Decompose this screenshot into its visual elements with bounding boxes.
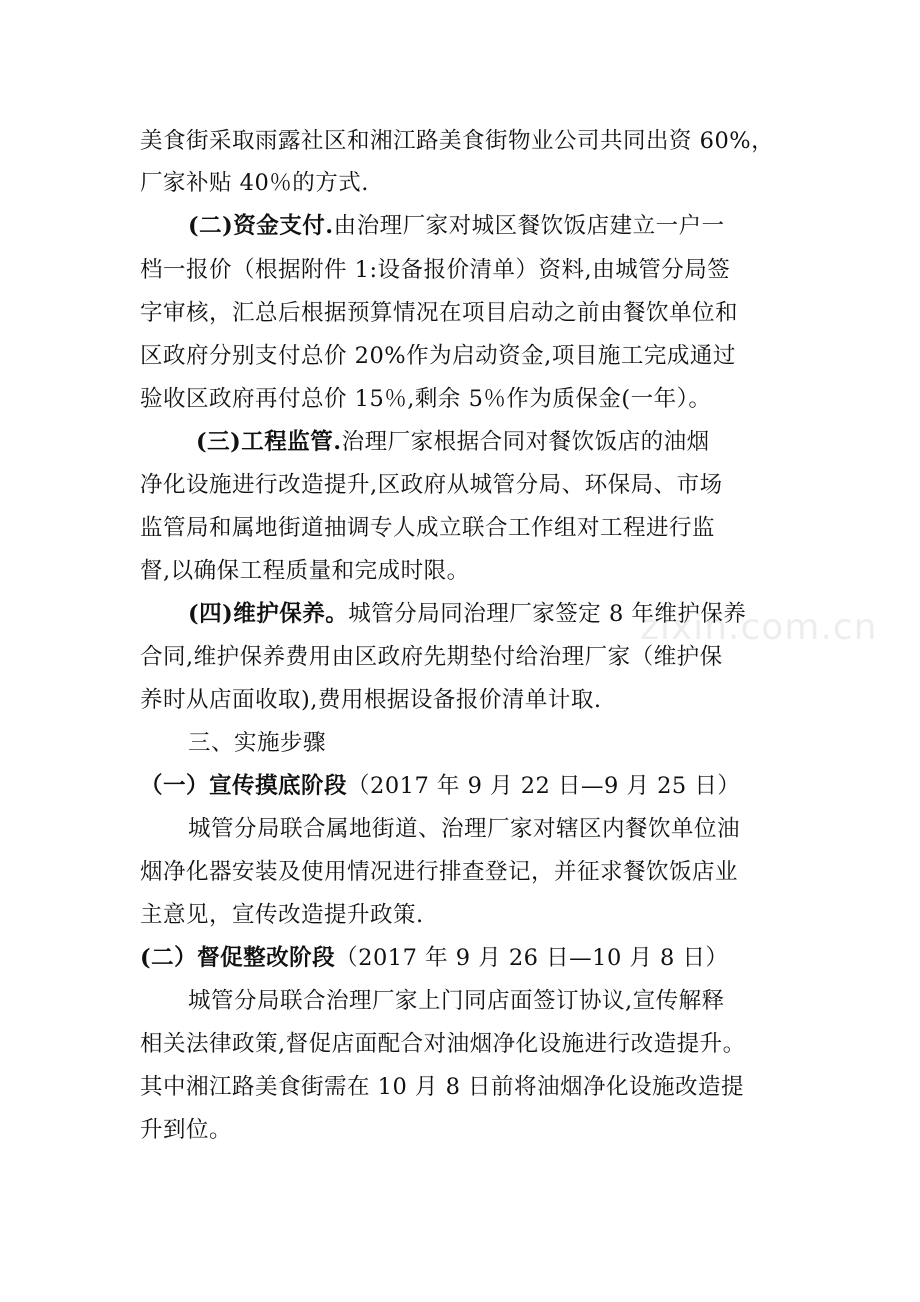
chapter-heading: 三、实施步骤 — [188, 730, 327, 756]
section-line — [188, 204, 725, 248]
text-span: 由治理厂家对城区餐饮饭店建立一户一 — [333, 213, 725, 239]
text-line: 档一报价（根据附件 1:设备报价清单）资料,由城管分局签 — [140, 257, 731, 283]
text-span: 治理厂家根据合同对餐饮饭店的油烟 — [341, 429, 710, 455]
section-heading: (四)维护保养。 — [188, 601, 349, 627]
section-line — [140, 764, 740, 808]
text-line: 厂家补贴 40％的方式. — [140, 170, 369, 196]
text-line: 督,以确保工程质量和完成时限。 — [140, 558, 470, 584]
text-line: 美食街采取雨露社区和湘江路美食街物业公司共同出资 60%， — [140, 128, 775, 154]
text-span: 城管分局同治理厂家签定 8 年维护保养 — [348, 601, 747, 627]
text-line: 城管分局联合治理厂家上门同店面签订协议,宣传解释 — [188, 988, 725, 1014]
section-heading: (二)资金支付. — [188, 213, 334, 239]
text-line: 其中湘江路美食街需在 10 月 8 日前将油烟净化设施改造提 — [140, 1074, 745, 1100]
text-line: 主意见，宣传改造提升政策. — [140, 902, 424, 928]
text-line: 升到位。 — [140, 1117, 233, 1143]
section-line — [140, 936, 729, 980]
text-line: 养时从店面收取),费用根据设备报价清单计取. — [140, 687, 602, 713]
section-line — [196, 420, 710, 464]
section-heading: (三)工程监管. — [196, 429, 342, 455]
section-heading: （一）宣传摸底阶段 — [140, 773, 348, 799]
date-range: （2017 年 9 月 22 日—9 月 25 日） — [347, 773, 741, 799]
text-line: 合同,维护保养费用由区政府先期垫付给治理厂家（维护保 — [140, 644, 723, 670]
text-line: 相关法律政策,督促店面配合对油烟净化设施进行改造提升。 — [140, 1031, 746, 1057]
text-line: 区政府分别支付总价 20%作为启动资金,项目施工完成通过 — [140, 343, 736, 369]
section-heading: (二）督促整改阶段 — [140, 945, 336, 971]
text-line: 烟净化器安装及使用情况进行排查登记，并征求餐饮饭店业 — [140, 859, 739, 885]
text-line: 监管局和属地街道抽调专人成立联合工作组对工程进行监 — [140, 515, 716, 541]
text-line: 字审核，汇总后根据预算情况在项目启动之前由餐饮单位和 — [140, 300, 739, 326]
text-line: 城管分局联合属地街道、治理厂家对辖区内餐饮单位油 — [188, 816, 741, 842]
text-line: 验收区政府再付总价 15％,剩余 5％作为质保金(一年）。 — [140, 386, 712, 412]
watermark: zixin.com.cn — [640, 607, 878, 648]
text-line: 净化设施进行改造提升,区政府从城管分局、环保局、市场 — [140, 472, 723, 498]
date-range: （2017 年 9 月 26 日—10 月 8 日） — [335, 945, 729, 971]
